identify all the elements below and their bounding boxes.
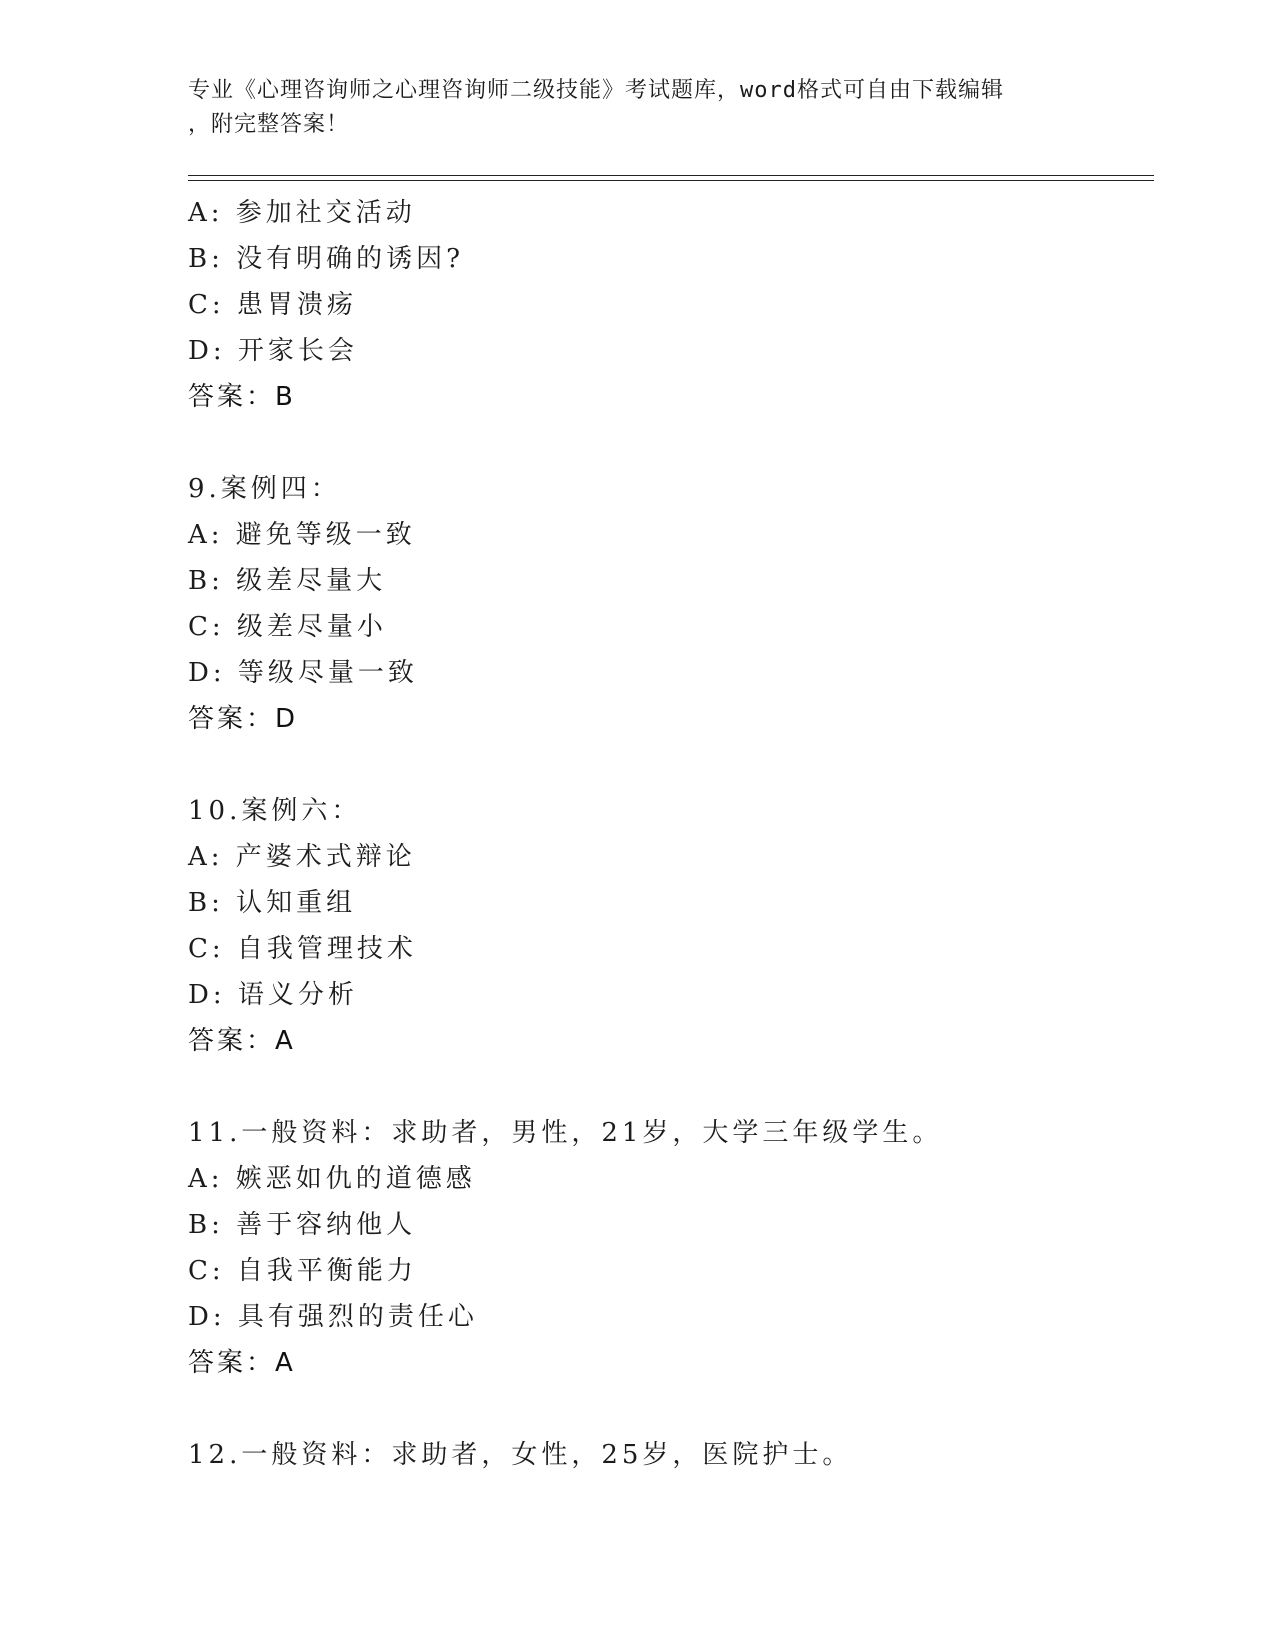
q10-option-a: A: 产婆术式辩论 (188, 842, 416, 872)
q11-option-b: B: 善于容纳他人 (188, 1210, 417, 1240)
q9-option-b: B: 级差尽量大 (188, 566, 387, 596)
q11-option-a: A: 嫉恶如仇的道德感 (188, 1164, 476, 1194)
question-12-block (188, 1432, 1154, 1478)
header-divider-top (188, 175, 1154, 176)
q8-option-d: D: 开家长会 (188, 336, 358, 366)
header-line-2: ，附完整答案！ (188, 112, 350, 137)
spacer (188, 420, 1154, 466)
spacer (188, 742, 1154, 788)
q8-option-a: A: 参加社交活动 (188, 198, 416, 228)
q11-option-d: D: 具有强烈的责任心 (188, 1302, 478, 1332)
q10-option-b: B: 认知重组 (188, 888, 357, 918)
document-header (188, 74, 1088, 142)
question-11-block (188, 1110, 1154, 1386)
q9-answer: 答案：D (188, 704, 299, 734)
q10-option-d: D: 语义分析 (188, 980, 358, 1010)
question-8-block (188, 190, 1154, 420)
q11-answer: 答案：A (188, 1348, 296, 1378)
question-list (188, 190, 1154, 1478)
q11-title: 11.一般资料：求助者，男性，21岁，大学三年级学生。 (188, 1118, 943, 1148)
q10-option-c: C: 自我管理技术 (188, 934, 417, 964)
q12-title: 12.一般资料：求助者，女性，25岁，医院护士。 (188, 1440, 853, 1470)
q8-option-b: B: 没有明确的诱因? (188, 244, 465, 274)
q10-title: 10.案例六： (188, 796, 362, 826)
header-divider-bottom (188, 180, 1154, 181)
q10-answer: 答案：A (188, 1026, 296, 1056)
question-9-block (188, 466, 1154, 742)
q9-title: 9.案例四： (188, 474, 341, 504)
q11-option-c: C: 自我平衡能力 (188, 1256, 417, 1286)
spacer (188, 1064, 1154, 1110)
q9-option-a: A: 避免等级一致 (188, 520, 416, 550)
question-10-block (188, 788, 1154, 1064)
header-line-1: 专业《心理咨询师之心理咨询师二级技能》考试题库，word格式可自由下载编辑 (188, 78, 1004, 103)
q9-option-d: D: 等级尽量一致 (188, 658, 418, 688)
q8-option-c: C: 患胃溃疡 (188, 290, 357, 320)
spacer (188, 1386, 1154, 1432)
q8-answer: 答案：B (188, 382, 296, 412)
q9-option-c: C: 级差尽量小 (188, 612, 387, 642)
